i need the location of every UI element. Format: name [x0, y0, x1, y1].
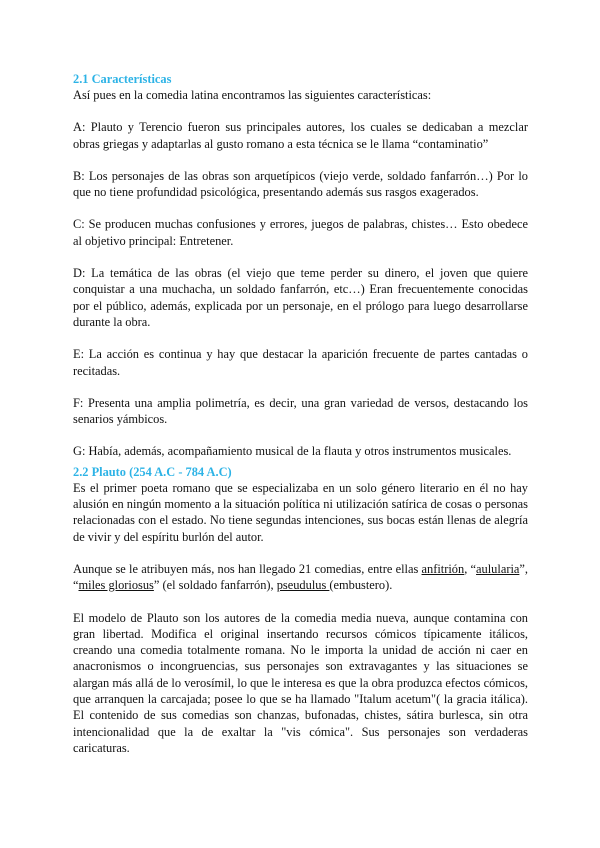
- title-pseudulus: pseudulus: [276, 578, 330, 593]
- item-f: F: Presenta una amplia polimetría, es decir, una gran variedad de versos, destacando los senarios yámbicos.: [73, 395, 528, 427]
- item-e: E: La acción es continua y hay que destacar la aparición frecuente de partes cantadas o recitadas.: [73, 347, 528, 378]
- para2-sep1: , “: [464, 561, 477, 576]
- para2-pre: Aunque se le atribuyen más, nos han llegado 21 comedias, entre ellas: [73, 561, 422, 576]
- para2-sep2: ”, “: [73, 561, 528, 593]
- title-anfitrion: anfitrión: [421, 561, 465, 576]
- para2-sep3: ” (el soldado fanfarrón),: [153, 578, 277, 593]
- item-c: C: Se producen muchas confusiones y errores, juegos de palabras, chistes… Esto obedece al objetivo principal: Entretener.: [73, 217, 528, 248]
- title-aulularia: aulularia: [476, 561, 520, 576]
- item-d: D: La temática de las obras (el viejo que teme perder su dinero, el joven que quiere conquistar a una muchacha, un soldado fanfarrón, etc…) Eran frecuentemente conocidas por el público, además, explicada por un personaje, en el prólogo para luego desarrollarse durante la obra.: [73, 266, 528, 329]
- plauto-paragraph-1: Es el primer poeta romano que se especializaba en un solo género literario en él no hay alusión en ningún momento a la situación política ni utilización satírica de cosas o personas relacionadas con el estado. No tiene segundas intenciones, sus bocas están llenas de alegría de vivir y del espíritu burlón del autor.: [73, 480, 528, 544]
- section-heading-plauto: 2.2 Plauto (254 A.C - 784 A.C): [73, 464, 232, 479]
- section-intro: Así pues en la comedia latina encontramos las siguientes características:: [73, 88, 432, 102]
- section-heading-caracteristicas: 2.1 Características: [73, 72, 172, 86]
- item-g: G: Había, además, acompañamiento musical de la flauta y otros instrumentos musicales.: [73, 444, 512, 459]
- para2-post: (embustero).: [329, 578, 393, 593]
- plauto-paragraph-2: [73, 561, 528, 594]
- plauto-paragraph-3: El modelo de Plauto son los autores de la comedia media nueva, aunque contamina con gran libertad. Modifica el original insertando recursos cómicos típicamente itálicos, creando una comedia totalmente romana. No le importa la unidad de acción ni caer en anacronismos o incongruencias, sus personajes son extravagantes y las situaciones se alargan más allá de lo verosímil, lo que le interesa es que la obra produzca efectos cómicos, que arranquen la carcajada; posee lo que se ha llamado "Italum acetum"( la gracia itálica). El contenido de sus comedias son chanzas, bufonadas, chistes, sátira burlesca, sin otra intencionalidad que la de exaltar la "vis cómica". Sus personajes son verdaderas caricaturas.: [73, 610, 528, 755]
- title-miles-gloriosus: miles gloriosus: [78, 578, 154, 593]
- item-b: B: Los personajes de las obras son arquetípicos (viejo verde, soldado fanfarrón…) Por lo que no tiene profundidad psicológica, presentando además sus rasgos exagerados.: [73, 168, 528, 200]
- item-a: A: Plauto y Terencio fueron sus principales autores, los cuales se dedicaban a mezclar obras griegas y adaptarlas al gusto romano a esta técnica se le llama “contaminatio”: [73, 120, 528, 151]
